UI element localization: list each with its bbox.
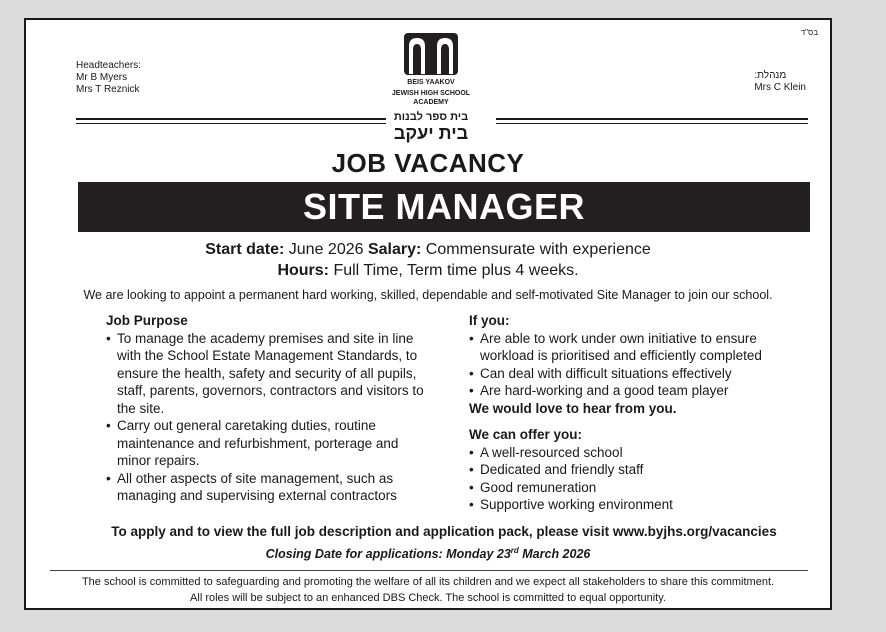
header-rule-left	[76, 118, 386, 120]
headteacher-name: Mrs T Reznick	[76, 84, 140, 95]
if-you-closing: We would love to hear from you.	[469, 400, 677, 416]
if-you-section	[469, 312, 789, 417]
job-purpose-heading: Job Purpose	[106, 313, 188, 328]
if-you-list	[469, 330, 789, 400]
principal-label: מנהלת:	[754, 70, 787, 81]
principal-name: Mrs C Klein	[754, 82, 806, 93]
list-item: • Are able to work under own initiative to ensure workload is prioritised and efficiently completed	[469, 330, 789, 365]
salary-value: Commensurate with experience	[425, 241, 651, 258]
list-item: • Can deal with difficult situations effectively	[469, 365, 789, 383]
headteacher-name: Mr B Myers	[76, 72, 128, 83]
job-purpose-list	[106, 330, 428, 505]
bsd-mark: בס"ד	[800, 28, 818, 37]
headteachers-block	[76, 60, 141, 96]
closing-date-month: March 2026	[518, 547, 591, 562]
start-date-value: June 2026	[288, 241, 364, 258]
apply-instructions: To apply and to view the full job description and application pack, please visit www.byjhs.org/vacancies	[111, 524, 777, 539]
vacancy-poster	[24, 18, 832, 610]
header-rule-left-thin	[76, 123, 386, 124]
job-purpose-section	[106, 312, 428, 505]
logo-school-subtitle: JEWISH HIGH SCHOOL ACADEMY	[391, 90, 471, 106]
job-vacancy-heading: JOB VACANCY	[331, 148, 525, 178]
list-item: • Dedicated and friendly staff	[469, 461, 789, 479]
closing-date-text: Closing Date for applications: Monday 23	[265, 547, 511, 562]
school-logo	[376, 32, 486, 143]
offer-section	[469, 426, 789, 514]
role-title-banner	[78, 182, 810, 232]
list-item: • A well-resourced school	[469, 444, 789, 462]
logo-school-name: BEIS YAAKOV	[407, 79, 455, 86]
logo-hebrew-name: בית יעקב	[393, 123, 469, 143]
closing-date	[26, 546, 830, 561]
header-rule-right	[496, 118, 808, 120]
start-date-label: Start date:	[205, 241, 285, 258]
list-item: • All other aspects of site management, such as managing and supervising external contractors	[106, 470, 428, 505]
list-item: • Are hard-working and a good team player	[469, 382, 789, 400]
hours-value: Full Time, Term time plus 4 weeks.	[333, 262, 579, 279]
if-you-heading: If you:	[469, 313, 510, 328]
principal-block	[754, 70, 806, 94]
header-rule-right-thin	[496, 123, 808, 124]
list-item: • Good remuneration	[469, 479, 789, 497]
safeguarding-statement: The school is committed to safeguarding and promoting the welfare of all its children and we expect all stakeholders to share this commitment.	[81, 576, 775, 588]
offer-heading: We can offer you:	[469, 427, 583, 442]
intro-text: We are looking to appoint a permanent hard working, skilled, dependable and self-motivated Site Manager to join our school.	[83, 288, 773, 302]
logo-hebrew-subtitle: בית ספר לבנות	[393, 111, 469, 123]
salary-label: Salary:	[367, 241, 422, 258]
list-item: • To manage the academy premises and site in line with the School Estate Management Standards, to ensure the health, safety and security of all pupils, staff, parents, governors, contractors and visitors to the site.	[106, 330, 428, 418]
school-crest-icon	[403, 32, 459, 76]
list-item: • Carry out general caretaking duties, routine maintenance and refurbishment, porterage and minor repairs.	[106, 417, 428, 470]
footer-rule	[50, 570, 808, 571]
start-salary-line	[26, 241, 830, 259]
headteachers-label: Headteachers:	[76, 60, 142, 71]
dbs-statement: All roles will be subject to an enhanced DBS Check. The school is committed to equal opportunity.	[190, 592, 666, 604]
role-title: SITE MANAGER	[302, 186, 585, 227]
offer-list	[469, 444, 789, 514]
hours-line	[26, 262, 830, 280]
closing-date-ordinal: rd	[510, 546, 519, 555]
hours-label: Hours:	[277, 262, 329, 279]
list-item: • Supportive working environment	[469, 496, 789, 514]
